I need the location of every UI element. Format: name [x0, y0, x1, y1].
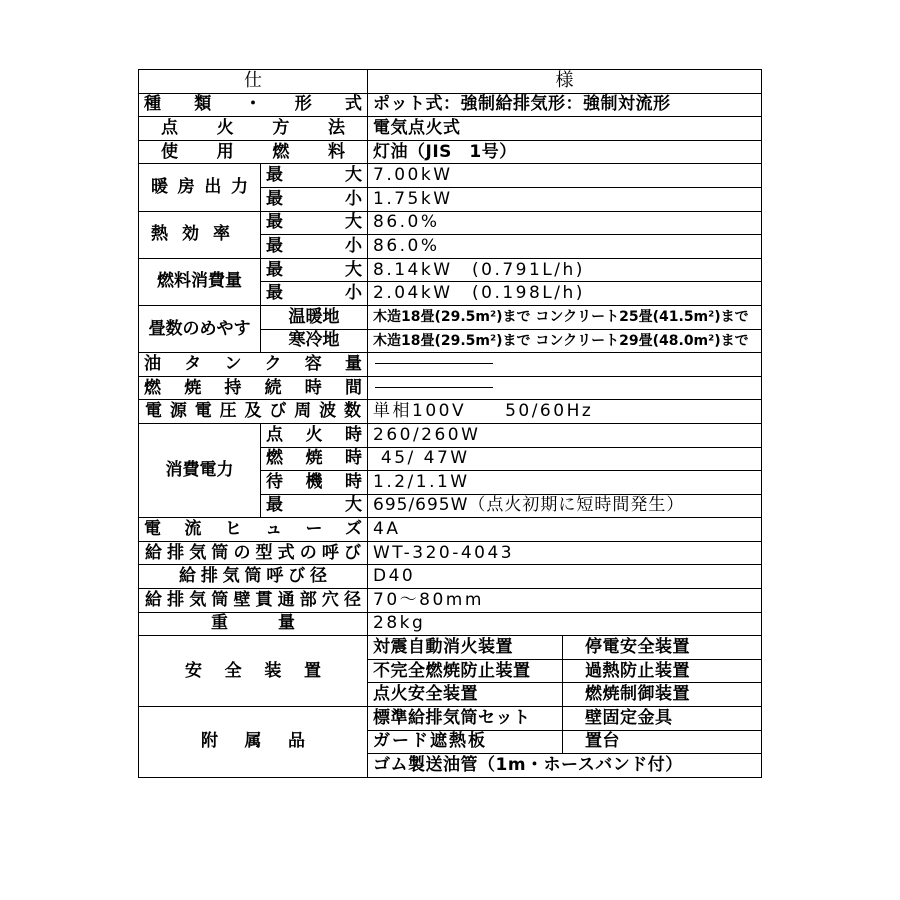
- accessories-label: 附属品: [139, 707, 368, 778]
- weight-label: 重量: [139, 612, 368, 636]
- ignition-label: 点火方法: [139, 117, 368, 141]
- cold-region-value: 木造18畳(29.5m²)まで コンクリート29畳(48.0m²)まで: [368, 329, 762, 353]
- flue-type-label: 給排気筒の型式の呼び: [139, 541, 368, 565]
- table-row: [139, 636, 762, 660]
- heating-label: 暖房出力: [139, 164, 261, 211]
- heating-max-label: 最大: [261, 164, 368, 188]
- efficiency-max-label: 最大: [261, 211, 368, 235]
- table-row: [139, 518, 762, 542]
- safety-device-2: 停電安全装置: [563, 636, 762, 660]
- fuse-value: 4A: [368, 518, 762, 542]
- efficiency-min-value: 86.0%: [368, 235, 762, 259]
- heating-min-value: 1.75kW: [368, 187, 762, 211]
- room-size-label: 畳数のめやす: [139, 305, 261, 352]
- fuel-consumption-max-value: 8.14kW (0.791L/h): [368, 258, 762, 282]
- flue-type-value: WT-320-4043: [368, 541, 762, 565]
- cold-region-label: 寒冷地: [261, 329, 368, 353]
- tank-label: 油タンク容量: [139, 353, 368, 377]
- heating-max-value: 7.00kW: [368, 164, 762, 188]
- table-row: [139, 400, 762, 424]
- efficiency-min-label: 最小: [261, 235, 368, 259]
- type-value: ポット式：強制給排気形：強制対流形: [368, 93, 762, 117]
- safety-device-6: 燃焼制御装置: [563, 683, 762, 707]
- fuel-consumption-min-label: 最小: [261, 282, 368, 306]
- header-left: 仕: [139, 70, 368, 94]
- peak-value: 695/695W（点火初期に短時間発生）: [368, 494, 762, 518]
- table-row: [139, 211, 762, 235]
- safety-label: 安全装置: [139, 636, 368, 707]
- burning-label: 燃焼時: [261, 447, 368, 471]
- accessory-1: 標準給排気筒セット: [368, 707, 563, 731]
- fuse-label: 電流ヒューズ: [139, 518, 368, 542]
- dash-line: [375, 363, 493, 364]
- header-right: 様: [368, 70, 762, 94]
- burning-value: 45/ 47W: [368, 447, 762, 471]
- wall-hole-value: 70～80mm: [368, 589, 762, 613]
- accessory-4: 置台: [563, 730, 762, 754]
- wall-hole-label: 給排気筒壁貫通部穴径: [139, 589, 368, 613]
- accessory-5: ゴム製送油管（1m・ホースバンド付）: [368, 754, 762, 778]
- efficiency-label: 熱効率: [139, 211, 261, 258]
- fuel-label: 使用燃料: [139, 140, 368, 164]
- burn-time-value: [368, 376, 762, 400]
- consumption-label: 消費電力: [139, 423, 261, 517]
- table-row: [139, 565, 762, 589]
- tank-value: [368, 353, 762, 377]
- table-row: [139, 305, 762, 329]
- standby-label: 待機時: [261, 471, 368, 495]
- safety-device-4: 過熱防止装置: [563, 659, 762, 683]
- table-row: [139, 353, 762, 377]
- safety-device-1: 対震自動消火装置: [368, 636, 563, 660]
- table-row: [139, 707, 762, 731]
- fuel-consumption-label: 燃料消費量: [139, 258, 261, 305]
- burn-time-label: 燃焼持続時間: [139, 376, 368, 400]
- flue-diameter-label: 給排気筒呼び径: [139, 565, 368, 589]
- table-row: [139, 541, 762, 565]
- header-row: [139, 70, 762, 94]
- table-row: [139, 376, 762, 400]
- table-row: [139, 612, 762, 636]
- heating-min-label: 最小: [261, 187, 368, 211]
- type-label: 種類・形式: [139, 93, 368, 117]
- fuel-consumption-max-label: 最大: [261, 258, 368, 282]
- peak-label: 最大: [261, 494, 368, 518]
- table-row: [139, 589, 762, 613]
- accessory-3: ガード遮熱板: [368, 730, 563, 754]
- accessory-2: 壁固定金具: [563, 707, 762, 731]
- power-value: 単相100V 50/60Hz: [368, 400, 762, 424]
- table-row: [139, 258, 762, 282]
- warm-region-value: 木造18畳(29.5m²)まで コンクリート25畳(41.5m²)まで: [368, 305, 762, 329]
- safety-device-5: 点火安全装置: [368, 683, 563, 707]
- ignite-value: 260/260W: [368, 423, 762, 447]
- table-row: [139, 93, 762, 117]
- standby-value: 1.2/1.1W: [368, 471, 762, 495]
- table-row: [139, 117, 762, 141]
- warm-region-label: 温暖地: [261, 305, 368, 329]
- table-row: [139, 423, 762, 447]
- spec-table: [138, 69, 762, 778]
- table-row: [139, 140, 762, 164]
- table-row: [139, 164, 762, 188]
- flue-diameter-value: D40: [368, 565, 762, 589]
- ignition-value: 電気点火式: [368, 117, 762, 141]
- safety-device-3: 不完全燃焼防止装置: [368, 659, 563, 683]
- fuel-value: 灯油（JIS 1号）: [368, 140, 762, 164]
- fuel-consumption-min-value: 2.04kW (0.198L/h): [368, 282, 762, 306]
- power-label: 電源電圧及び周波数: [139, 400, 368, 424]
- weight-value: 28kg: [368, 612, 762, 636]
- dash-line: [375, 387, 493, 388]
- ignite-label: 点火時: [261, 423, 368, 447]
- efficiency-max-value: 86.0%: [368, 211, 762, 235]
